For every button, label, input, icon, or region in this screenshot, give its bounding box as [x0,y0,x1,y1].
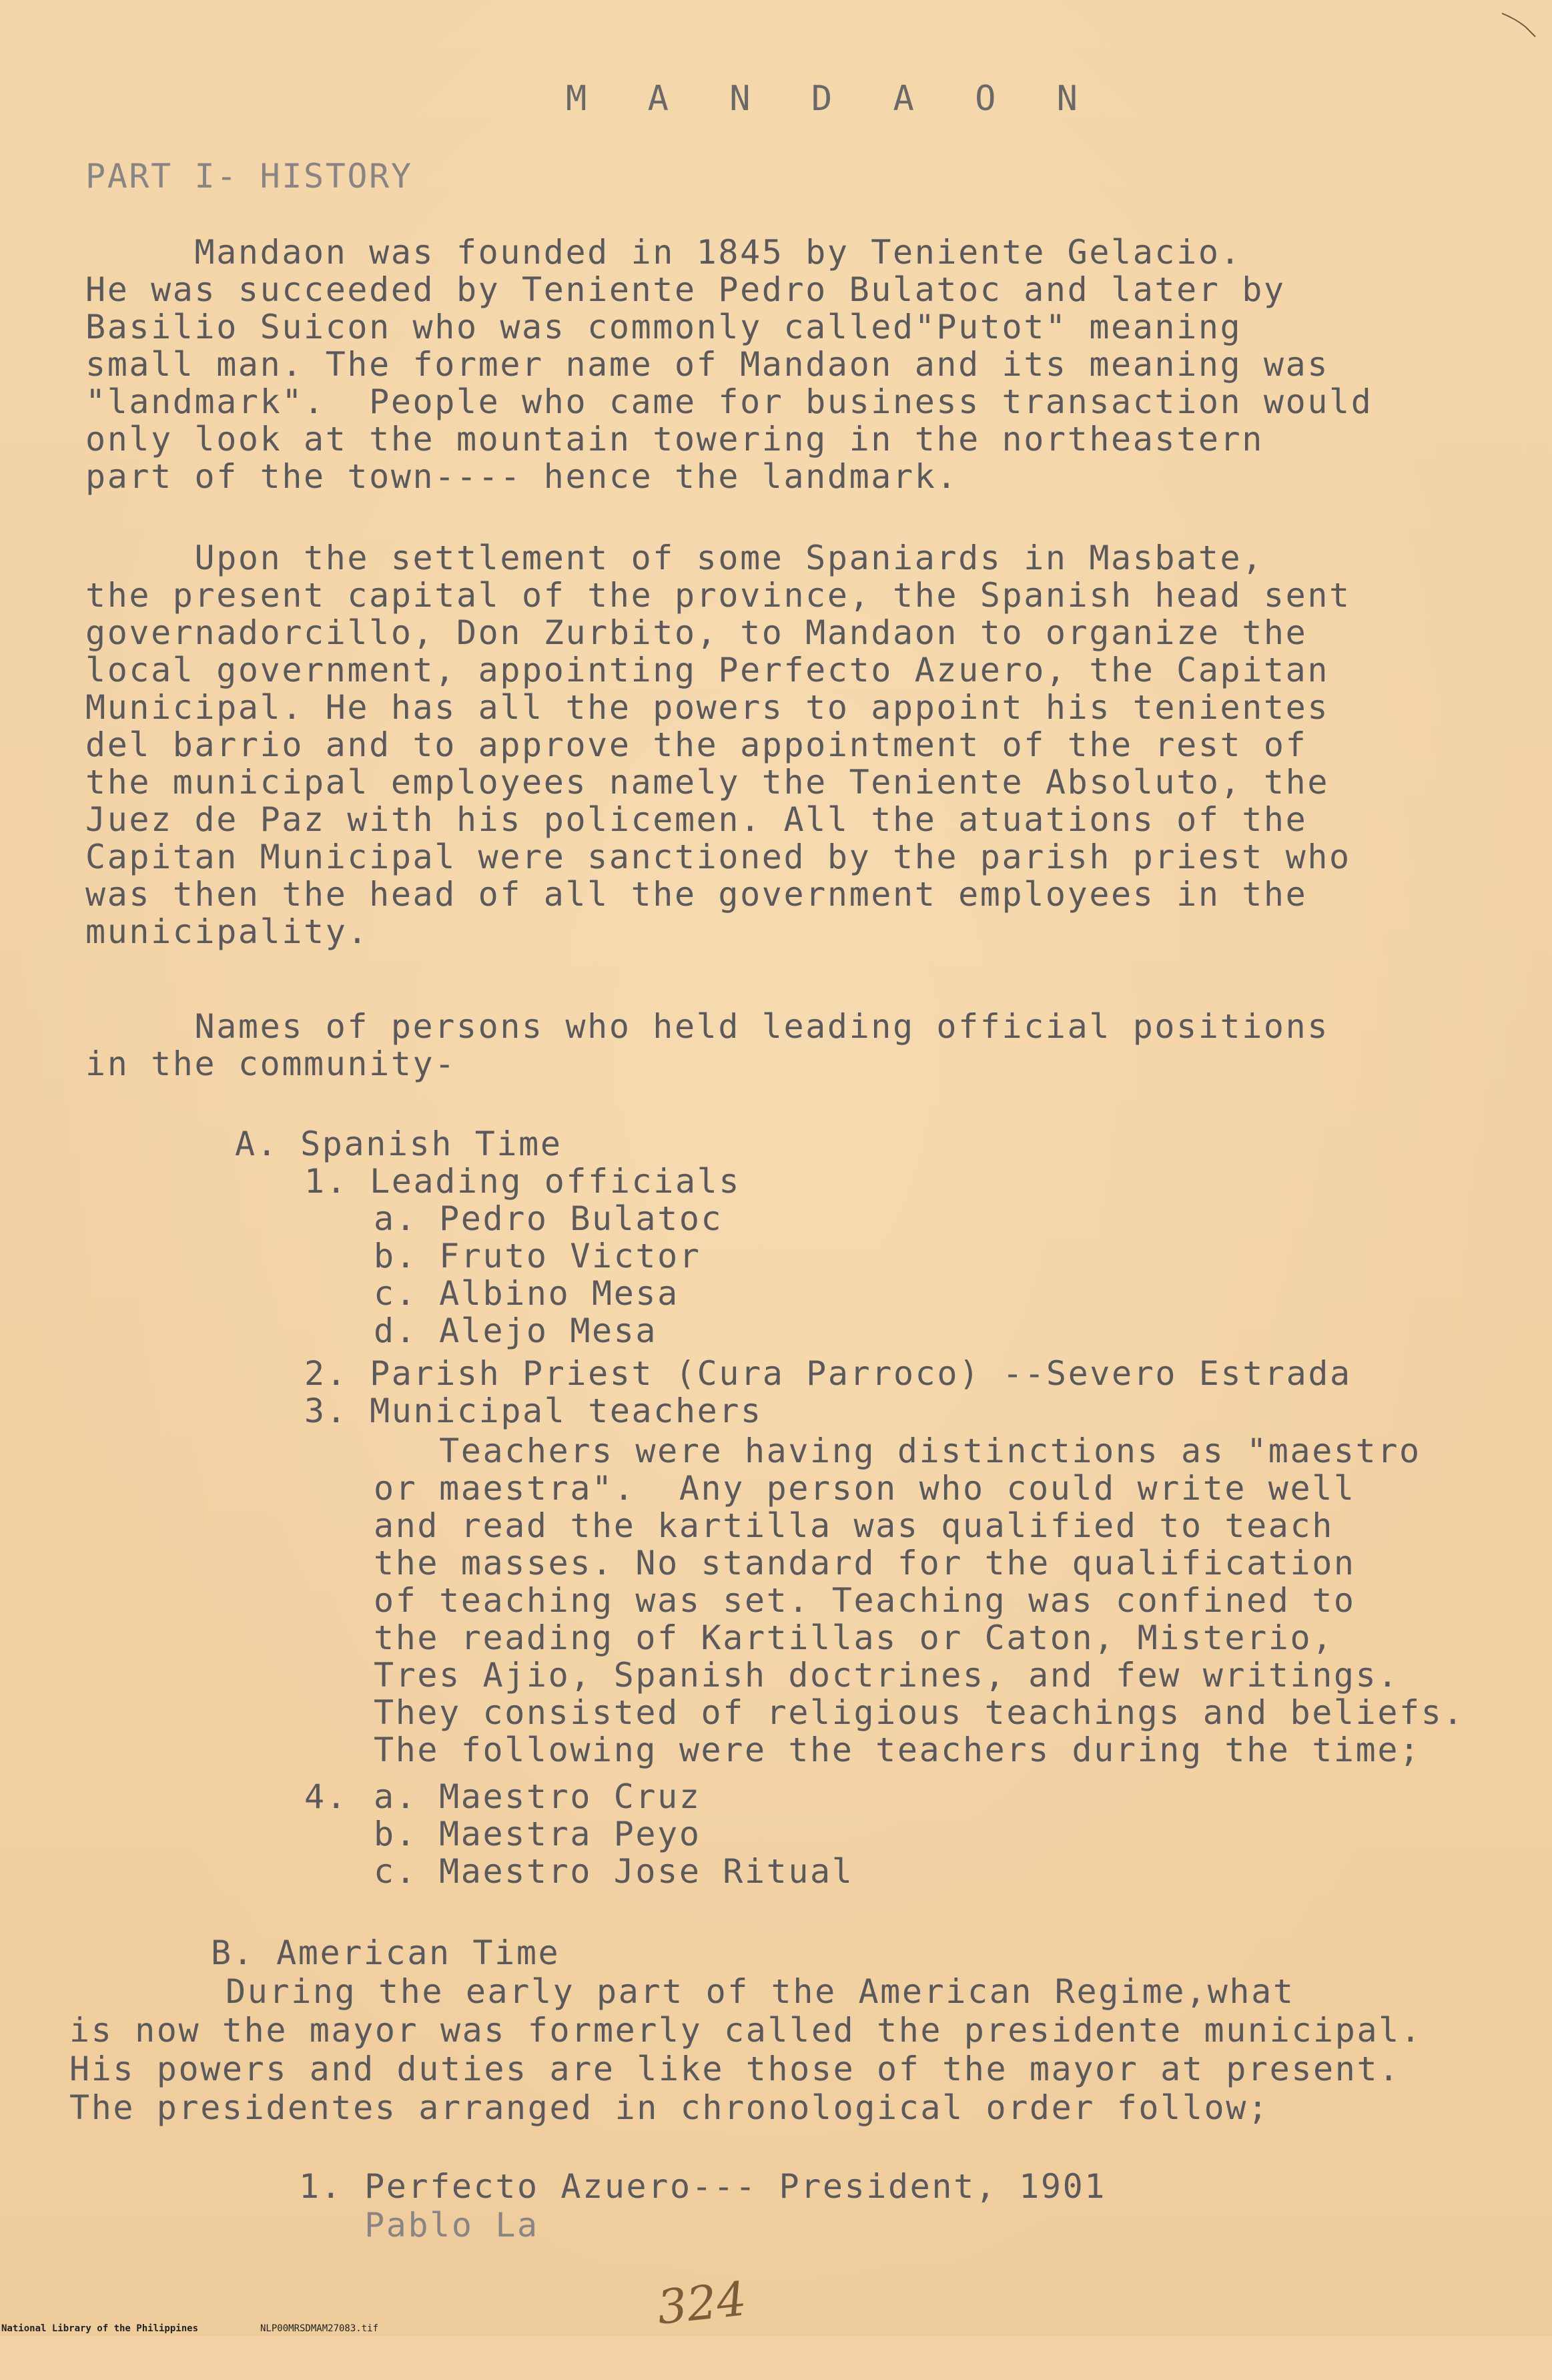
paragraph1-line: He was succeeded by Teniente Pedro Bulatoc and later by [85,270,1286,309]
official-list-item: a. Pedro Bulatoc [374,1199,723,1238]
section-a-item3-heading: 3. Municipal teachers [304,1392,763,1430]
section-a-item2: 2. Parish Priest (Cura Parroco) --Severo Estrada [304,1354,1352,1393]
official-list-item: d. Alejo Mesa [374,1311,658,1350]
section-a-heading: A. Spanish Time [235,1125,562,1163]
paragraph1-line: only look at the mountain towering in the northeastern [85,420,1264,459]
teachers-paragraph-line: Teachers were having distinctions as "maestro [374,1432,1421,1470]
paragraph2-line: Capitan Municipal were sanctioned by the parish priest who [85,838,1351,876]
teachers-paragraph-line: of teaching was set. Teaching was confined to [374,1581,1356,1620]
section-b-paragraph-line: The presidentes arranged in chronological order follow; [69,2088,1270,2127]
part-heading: PART I- HISTORY [85,157,413,196]
footer-library-name: National Library of the Philippines [1,2323,199,2334]
paragraph2-line: was then the head of all the government employees in the [85,875,1308,914]
president-list-item: Pablo La [299,2206,539,2245]
document-title: M A N D A O N [566,79,1098,119]
official-list-item: c. Albino Mesa [374,1274,679,1313]
official-list-item: b. Fruto Victor [374,1237,701,1275]
teacher-list-item: a. Maestro Cruz [374,1777,701,1816]
paragraph2-line: municipality. [85,912,370,951]
paragraph1-line: Mandaon was founded in 1845 by Teniente Gelacio. [85,233,1242,272]
paragraph1-line: small man. The former name of Mandaon and its meaning was [85,345,1330,384]
paragraph2-line: Upon the settlement of some Spaniards in Masbate, [85,539,1264,577]
paragraph2-line: Municipal. He has all the powers to appoint his tenientes [85,688,1330,727]
teacher-list-item: c. Maestro Jose Ritual [374,1852,854,1891]
scan-footer [0,2321,1552,2336]
teachers-paragraph-line: or maestra". Any person who could write well [374,1469,1356,1508]
teachers-paragraph-line: Tres Ajio, Spanish doctrines, and few writings. [374,1656,1400,1695]
paragraph2-line: the municipal employees namely the Teniente Absoluto, the [85,763,1330,802]
section-b-paragraph-line: During the early part of the American Regime,what [160,1972,1295,2011]
paragraph3-line: in the community- [85,1045,456,1083]
paragraph2-line: del barrio and to approve the appointment of the rest of [85,725,1308,764]
teachers-paragraph-line: and read the kartilla was qualified to teach [374,1506,1334,1545]
paragraph1-line: part of the town---- hence the landmark. [85,457,959,496]
teachers-paragraph-line: They consisted of religious teachings and beliefs. [374,1693,1465,1732]
corner-scratch-mark [1499,7,1539,47]
paragraph2-line: local government, appointing Perfecto Azuero, the Capitan [85,651,1330,689]
paragraph2-line: governadorcillo, Don Zurbito, to Mandaon to organize the [85,613,1308,652]
paragraph1-line: Basilio Suicon who was commonly called"Putot" meaning [85,308,1242,346]
footer-file-name: NLP00MRSDMAM27083.tif [260,2323,379,2334]
section-b-heading: B. American Time [211,1933,560,1972]
teachers-paragraph-line: the reading of Kartillas or Caton, Misterio, [374,1618,1334,1657]
teachers-paragraph-line: the masses. No standard for the qualification [374,1544,1356,1582]
section-b-paragraph-line: is now the mayor was formerly called the presidente municipal. [69,2011,1423,2050]
section-a-item4-number: 4. [304,1777,348,1816]
section-a-item1-heading: 1. Leading officials [304,1162,741,1201]
paragraph1-line: "landmark". People who came for business transaction would [85,382,1373,421]
paragraph3-line: Names of persons who held leading official positions [85,1007,1330,1046]
paragraph2-line: Juez de Paz with his policemen. All the atuations of the [85,800,1308,839]
teacher-list-item: b. Maestra Peyo [374,1815,701,1853]
section-b-paragraph-line: His powers and duties are like those of the mayor at present. [69,2050,1401,2088]
teachers-paragraph-line: The following were the teachers during the time; [374,1731,1421,1769]
paragraph2-line: the present capital of the province, the Spanish head sent [85,576,1351,615]
president-list-item: 1. Perfecto Azuero--- President, 1901 [299,2167,1106,2206]
handwritten-page-number: 324 [655,2271,749,2335]
